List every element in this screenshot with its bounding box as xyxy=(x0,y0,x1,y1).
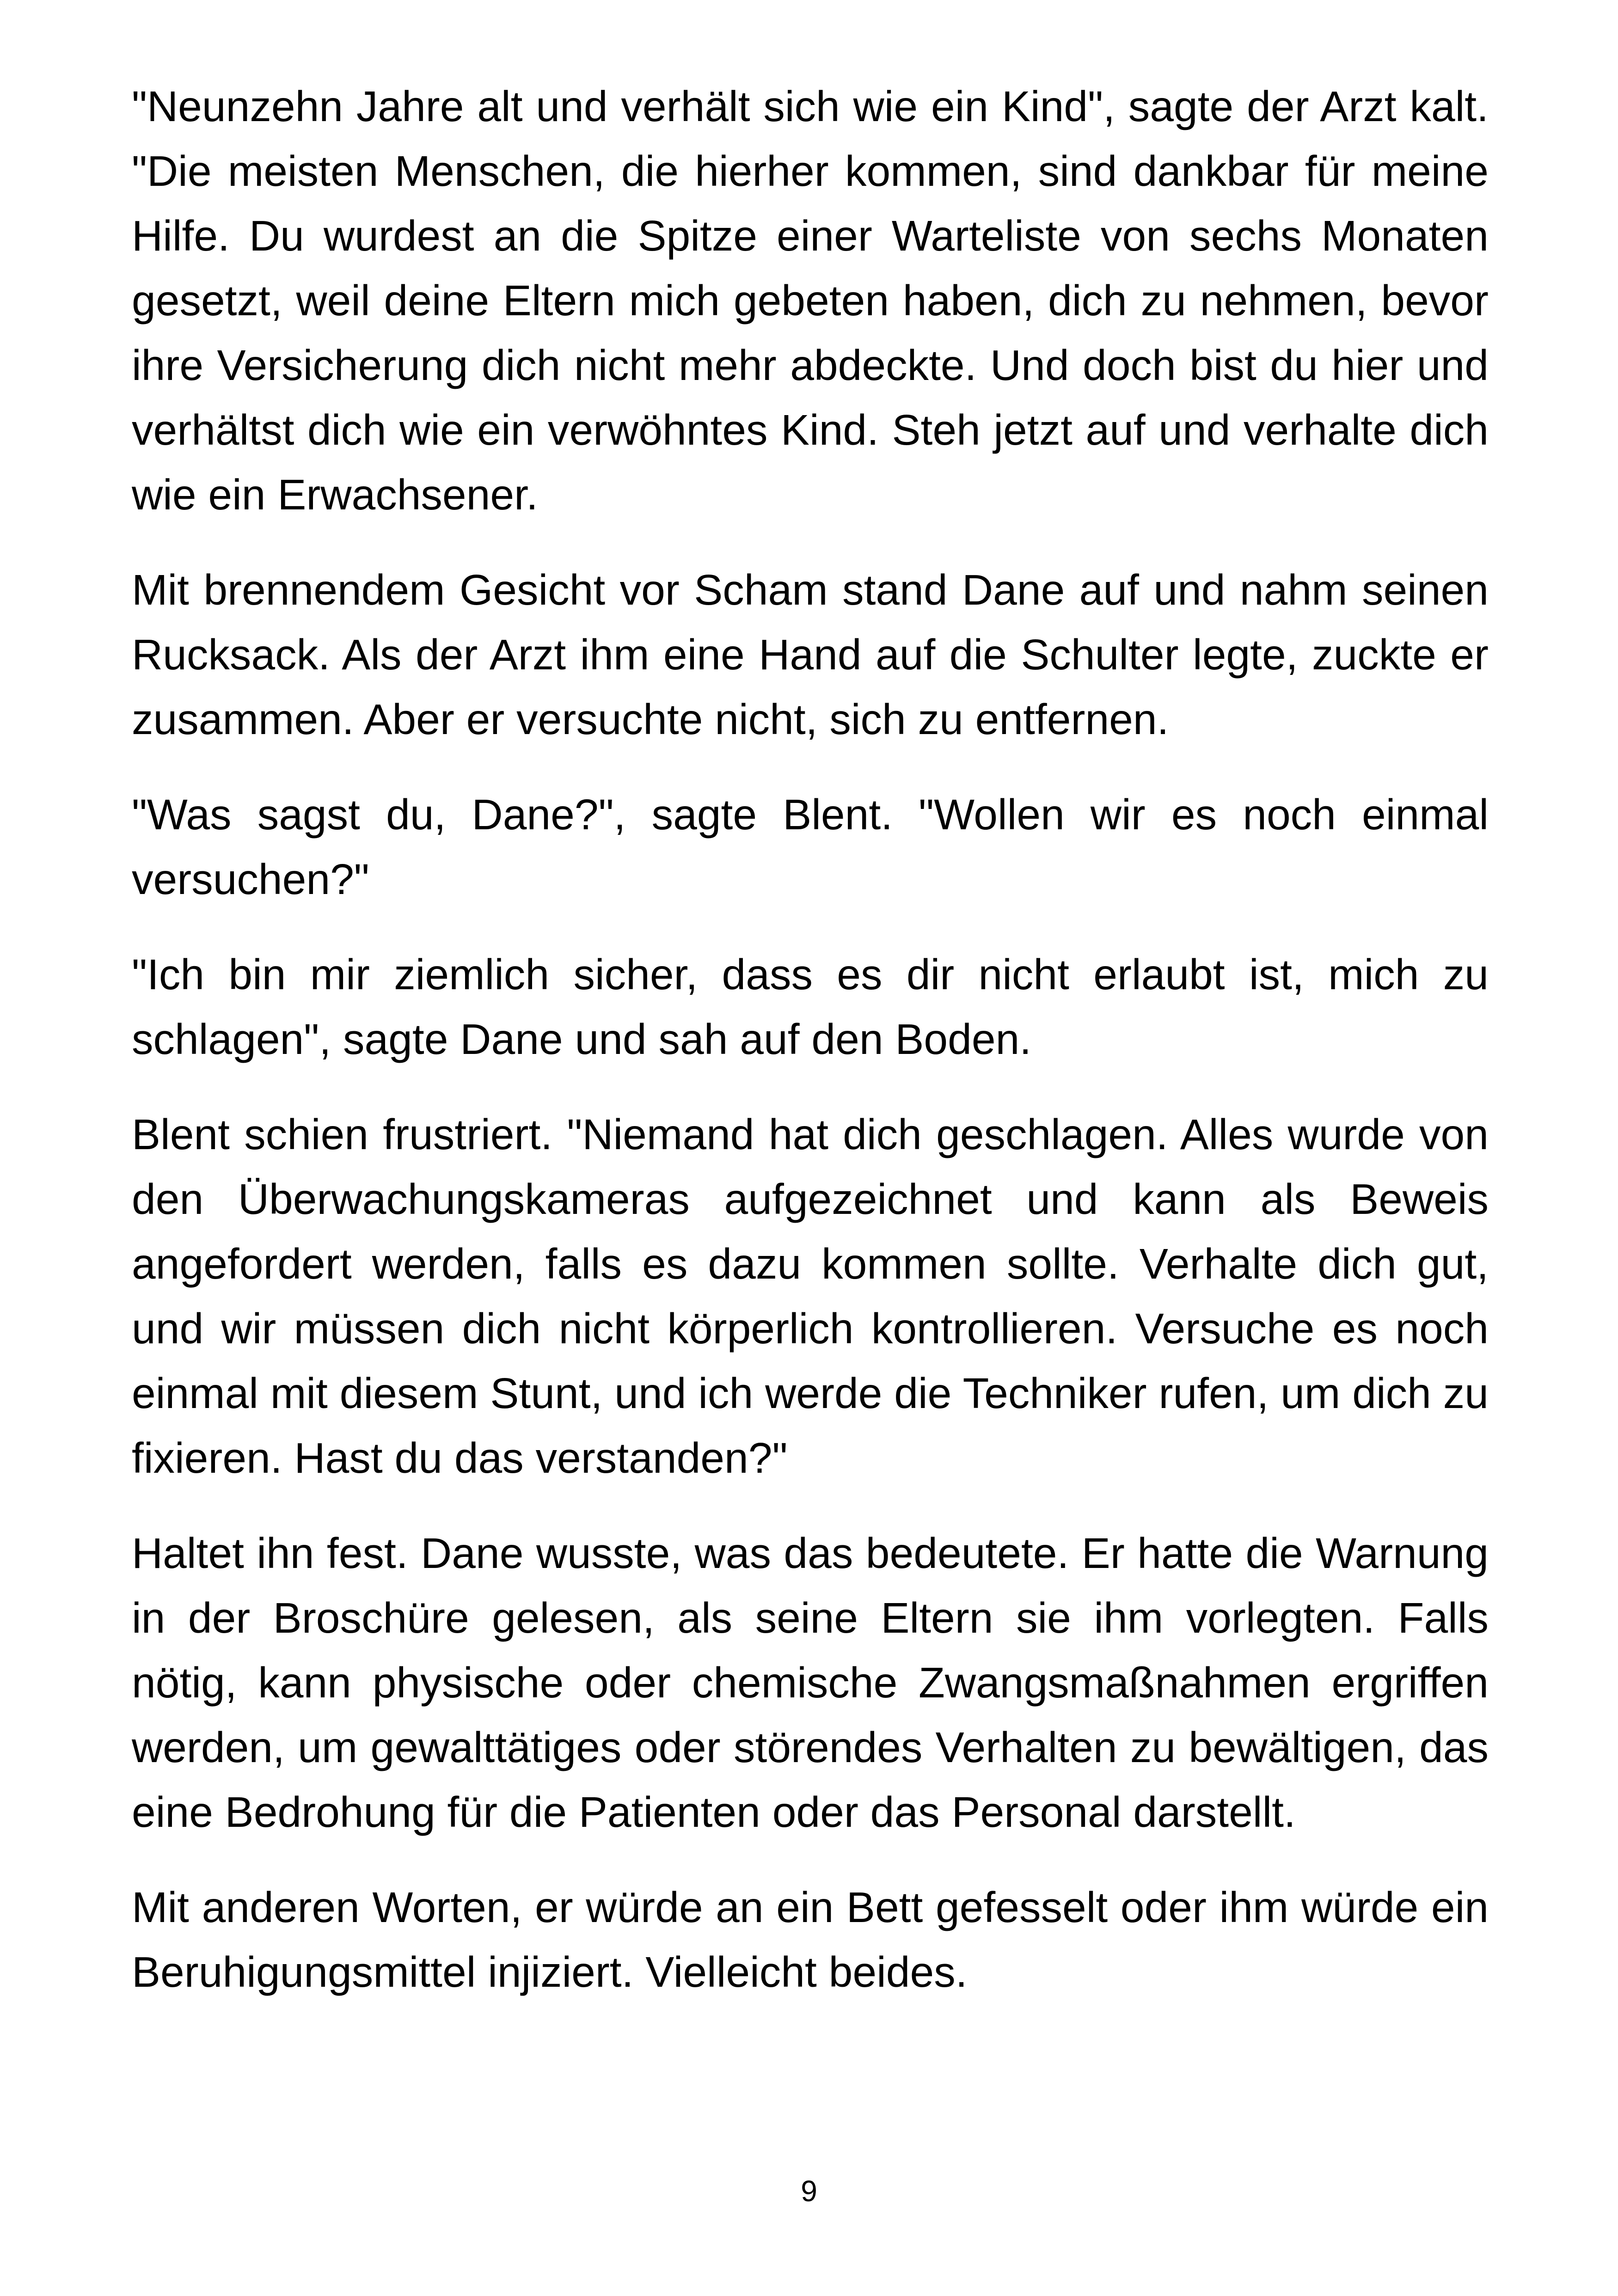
paragraph-3: "Was sagst du, Dane?", sagte Blent. "Wollen wir es noch einmal versuchen?" xyxy=(132,790,1489,903)
page-number: 9 xyxy=(801,2174,817,2208)
paragraph-5: Blent schien frustriert. "Niemand hat dich geschlagen. Alles wurde von den Überwachungskameras aufgezeichnet und kann als Beweis angefordert werden, falls es dazu kommen sollte. Verhalte dich gut, und wir müssen dich nicht körperlich kontrollieren. Versuche es noch einmal mit diesem Stunt, und ich werde die Techniker rufen, um dich zu fixieren. Hast du das verstanden?" xyxy=(132,1110,1489,1482)
paragraph-7: Mit anderen Worten, er würde an ein Bett gefesselt oder ihm würde ein Beruhigungsmittel injiziert. Vielleicht beides. xyxy=(132,1883,1489,1996)
body-text xyxy=(132,74,1489,2035)
paragraph-1: "Neunzehn Jahre alt und verhält sich wie ein Kind", sagte der Arzt kalt. "Die meisten Menschen, die hierher kommen, sind dankbar für meine Hilfe. Du wurdest an die Spitze einer Warteliste von sechs Monaten gesetzt, weil deine Eltern mich gebeten haben, dich zu nehmen, bevor ihre Versicherung dich nicht mehr abdeckte. Und doch bist du hier und verhältst dich wie ein verwöhntes Kind. Steh jetzt auf und verhalte dich wie ein Erwachsener. xyxy=(132,82,1489,519)
paragraph-6: Haltet ihn fest. Dane wusste, was das bedeutete. Er hatte die Warnung in der Broschüre gelesen, als seine Eltern sie ihm vorlegten. Falls nötig, kann physische oder chemische Zwangsmaßnahmen ergriffen werden, um gewalttätiges oder störendes Verhalten zu bewältigen, das eine Bedrohung für die Patienten oder das Personal darstellt. xyxy=(132,1529,1489,1836)
paragraph-4: "Ich bin mir ziemlich sicher, dass es dir nicht erlaubt ist, mich zu schlagen", sagte Dane und sah auf den Boden. xyxy=(132,950,1489,1063)
paragraph-2: Mit brennendem Gesicht vor Scham stand Dane auf und nahm seinen Rucksack. Als der Arzt ihm eine Hand auf die Schulter legte, zuckte er zusammen. Aber er versuchte nicht, sich zu entfernen. xyxy=(132,566,1489,743)
